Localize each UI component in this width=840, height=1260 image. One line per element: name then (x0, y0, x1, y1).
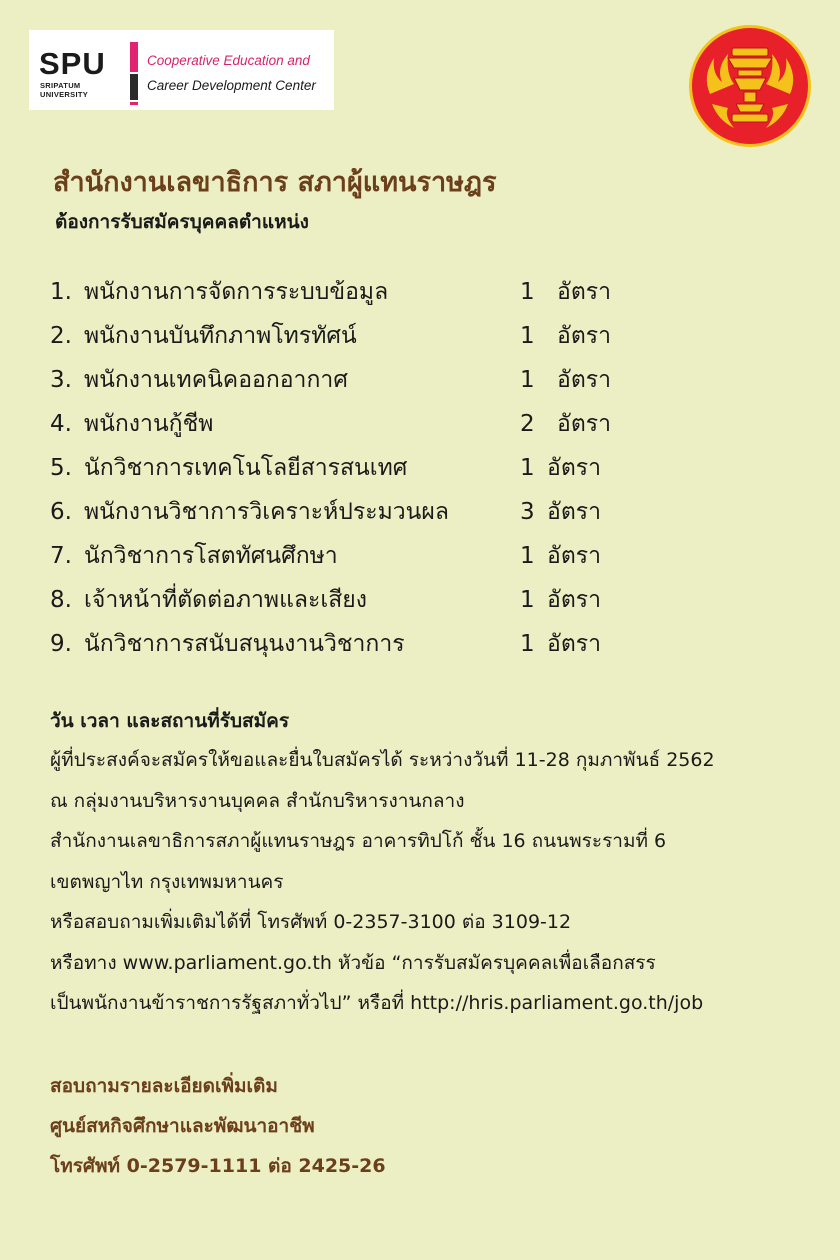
spu-dark-bar-icon (130, 74, 138, 100)
contact-info (50, 1066, 386, 1186)
position-name: เจ้าหน้าที่ตัดต่อภาพและเสียง (84, 587, 367, 613)
spu-wordmark: SPU (39, 46, 106, 81)
spu-logo (29, 30, 334, 110)
position-name: พนักงานวิชาการวิเคราะห์ประมวนผล (84, 499, 449, 525)
position-count: 1 (520, 587, 535, 613)
position-number: 8. (50, 587, 72, 613)
position-unit: อัตรา (547, 499, 602, 525)
position-unit: อัตรา (547, 543, 602, 569)
position-unit: อัตรา (557, 411, 612, 437)
spu-accent-bar-icon (130, 42, 138, 72)
list-item (50, 270, 750, 314)
position-count: 2 (520, 411, 535, 437)
position-count: 1 (520, 543, 535, 569)
list-item (50, 490, 750, 534)
position-name: นักวิชาการสนับสนุนงานวิชาการ (84, 631, 405, 657)
position-number: 4. (50, 411, 72, 437)
position-number: 1. (50, 279, 72, 305)
position-number: 3. (50, 367, 72, 393)
application-line: เขตพญาไท กรุงเทพมหานคร (50, 870, 284, 893)
position-count: 1 (520, 367, 535, 393)
position-unit: อัตรา (557, 279, 612, 305)
list-item (50, 358, 750, 402)
position-unit: อัตรา (547, 587, 602, 613)
spu-university-name (40, 82, 88, 99)
application-line: ณ กลุ่มงานบริหารงานบุคคล สำนักบริหารงานกลาง (50, 789, 465, 812)
position-number: 6. (50, 499, 72, 525)
spu-sub-line2: UNIVERSITY (40, 89, 89, 99)
contact-line: สอบถามรายละเอียดเพิ่มเติม (50, 1075, 278, 1097)
contact-line: ศูนย์สหกิจศึกษาและพัฒนาอาชีพ (50, 1115, 315, 1137)
spu-accent-dash-icon (130, 102, 138, 105)
list-item (50, 534, 750, 578)
list-item (50, 446, 750, 490)
contact-line: โทรศัพท์ 0-2579-1111 ต่อ 2425-26 (50, 1155, 386, 1177)
parliament-emblem-icon (688, 24, 812, 148)
position-name: พนักงานกู้ชีพ (84, 411, 214, 437)
position-name: นักวิชาการโสตทัศนศึกษา (84, 543, 338, 569)
position-count: 1 (520, 631, 535, 657)
position-unit: อัตรา (557, 367, 612, 393)
position-unit: อัตรา (547, 455, 602, 481)
position-count: 1 (520, 323, 535, 349)
position-unit: อัตรา (557, 323, 612, 349)
list-item (50, 314, 750, 358)
position-name: นักวิชาการเทคโนโลยีสารสนเทศ (84, 455, 408, 481)
application-heading: วัน เวลา และสถานที่รับสมัคร (50, 710, 290, 732)
application-line: เป็นพนักงานข้าราชการรัฐสภาทั่วไป” หรือที่ http://hris.parliament.go.th/job (50, 992, 704, 1014)
list-item (50, 622, 750, 666)
application-line: สำนักงานเลขาธิการสภาผู้แทนราษฎร อาคารทิปโก้ ชั้น 16 ถนนพระรามที่ 6 (50, 830, 667, 852)
application-line: ผู้ที่ประสงค์จะสมัครให้ขอและยื่นใบสมัครได้ ระหว่างวันที่ 11-28 กุมภาพันธ์ 2562 (50, 749, 715, 771)
position-name: พนักงานการจัดการระบบข้อมูล (84, 279, 389, 305)
position-name: พนักงานบันทึกภาพโทรทัศน์ (84, 323, 357, 349)
application-line: หรือสอบถามเพิ่มเติมได้ที่ โทรศัพท์ 0-2357-3100 ต่อ 3109-12 (50, 911, 572, 933)
list-item (50, 402, 750, 446)
position-count: 1 (520, 279, 535, 305)
position-number: 7. (50, 543, 72, 569)
position-number: 9. (50, 631, 72, 657)
positions-list (50, 270, 750, 666)
position-unit: อัตรา (547, 631, 602, 657)
spu-sub-line1: SRIPATUM (40, 81, 81, 90)
application-line: หรือทาง www.parliament.go.th หัวข้อ “การรับสมัครบุคคลเพื่อเลือกสรร (50, 951, 656, 974)
center-name-line2: Career Development Center (147, 78, 316, 93)
positions-subtitle: ต้องการรับสมัครบุคคลตำแหน่ง (55, 211, 309, 233)
application-details (50, 740, 830, 1024)
position-number: 5. (50, 455, 72, 481)
organization-title: สำนักงานเลขาธิการ สภาผู้แทนราษฎร (53, 167, 497, 198)
list-item (50, 578, 750, 622)
position-number: 2. (50, 323, 72, 349)
position-count: 3 (520, 499, 535, 525)
position-name: พนักงานเทคนิคออกอากาศ (84, 367, 348, 393)
center-name-line1: Cooperative Education and (147, 53, 310, 68)
position-count: 1 (520, 455, 535, 481)
